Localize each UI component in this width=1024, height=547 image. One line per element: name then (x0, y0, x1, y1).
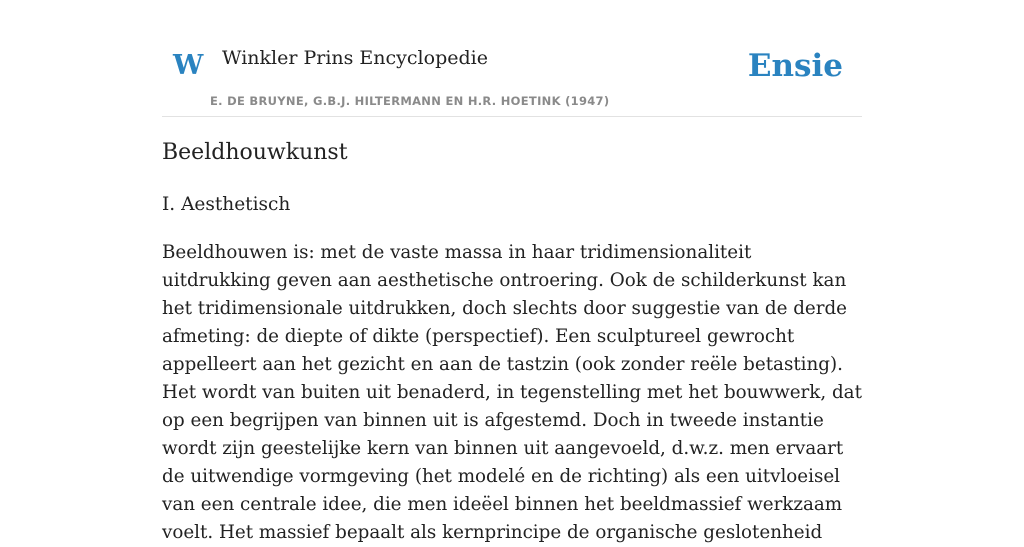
publication-title[interactable]: Winkler Prins Encyclopedie (222, 47, 488, 69)
publication-authors: E. DE BRUYNE, G.B.J. HILTERMANN EN H.R. HOETINK (1947) (210, 94, 610, 108)
article-body: Beeldhouwen is: met de vaste massa in haar tridimensionaliteit uitdrukking geven aan aesthetische ontroering. Ook de schilderkunst kan het tridimensionale uitdrukken, doch slechts door suggestie van de derde afmeting: de diepte of dikte (perspectief). Een sculptureel gewrocht appelleert aan het gezicht en aan de tastzin (ook zonder reële betasting). Het wordt van buiten uit benaderd, in tegenstelling met het bouwwerk, dat op een begrijpen van binnen uit is afgestemd. Doch in tweede instantie wordt zijn geestelijke kern van binnen uit aangevoeld, d.w.z. men ervaart de uitwendige vormgeving (het modelé en de richting) als een uitvloeisel van een centrale idee, die men ideëel binnen het beeldmassief werkzaam voelt. Het massief bepaalt als kernprincipe de organische geslotenheid (162, 242, 862, 543)
site-header (162, 0, 862, 117)
winkler-prins-logo[interactable]: W (173, 50, 204, 81)
article-title: Beeldhouwkunst (162, 140, 348, 165)
ensie-brand-logo[interactable]: Ensie (747, 48, 843, 84)
article-page (162, 0, 862, 543)
section-heading: I. Aesthetisch (162, 194, 291, 215)
